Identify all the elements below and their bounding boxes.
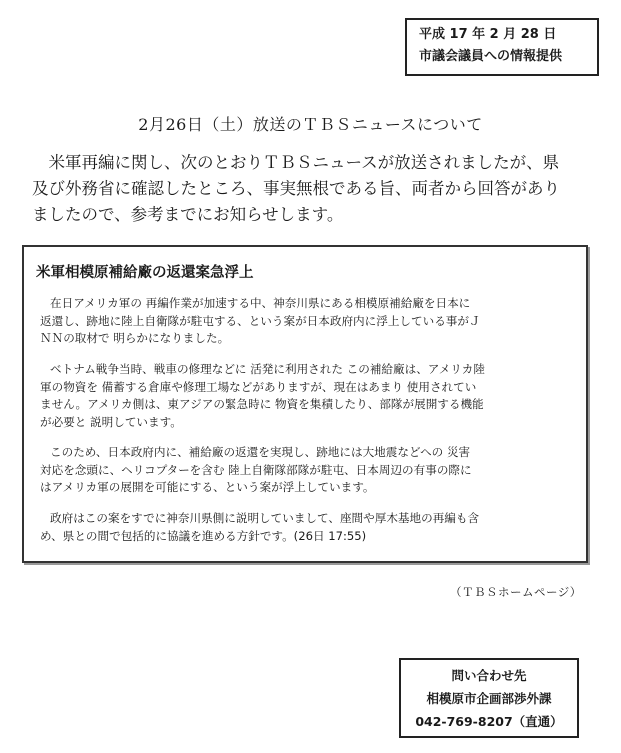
article-line: 在日アメリカ軍の 再編作業が加速する中、神奈川県にある相模原補給廠を日本に <box>50 296 471 310</box>
header-info-box <box>405 18 599 76</box>
article-line: はアメリカ軍の展開を可能にする、という案が浮上しています。 <box>40 480 375 494</box>
intro-text <box>32 150 612 228</box>
article-line: 政府はこの案をすでに神奈川県側に説明していまして、座間や厚木基地の再編も含 <box>50 511 480 525</box>
article-line: が必要と 説明しています。 <box>40 414 182 429</box>
article-line: め、県との間で包括的に協議を進める方針です。(26日 17:55) <box>40 528 367 543</box>
article-line: 軍の物資を 備蓄する倉庫や修理工場などがありますが、現在はあまり 使用されてい <box>40 379 477 394</box>
article-line: ＮＮの取材で 明らかになりました。 <box>40 331 230 345</box>
article-line: ません。アメリカ側は、東アジアの緊急時に 物資を集積したり、部隊が展開する機能 <box>40 397 484 411</box>
article-paragraph <box>40 295 580 348</box>
article-line: ベトナム戦争当時、戦車の修理などに 活発に利用された この補給廠は、アメリカ陸 <box>50 362 485 376</box>
header-label: 市議会議員への情報提供 <box>419 49 563 64</box>
page-title: 2月26日（土）放送のＴＢＳニュースについて <box>138 115 483 134</box>
intro-line: 米軍再編に関し、次のとおりＴＢＳニュースが放送されましたが、県 <box>48 153 560 172</box>
contact-box <box>399 658 579 738</box>
article-line: 対応を念頭に、ヘリコプターを含む 陸上自衛隊部隊が駐屯、日本周辺の有事の際に <box>40 462 472 477</box>
article-paragraph <box>40 361 580 431</box>
article-paragraph <box>40 444 580 497</box>
contact-phone: 042-769-8207（直通） <box>415 714 563 729</box>
header-date: 平成 17 年 2 月 28 日 <box>419 27 557 42</box>
intro-line: 及び外務省に確認したところ、事実無根である旨、両者から回答があり <box>32 179 560 198</box>
contact-label: 問い合わせ先 <box>451 668 527 683</box>
article-heading: 米軍相模原補給廠の返還案急浮上 <box>36 265 254 281</box>
article-line: 返還し、跡地に陸上自衛隊が駐屯する、という案が日本政府内に浮上している事がＪ <box>40 313 481 328</box>
news-article-box <box>22 245 588 563</box>
contact-department: 相模原市企画部渉外課 <box>426 691 552 706</box>
article-paragraph <box>40 510 580 545</box>
source-attribution: （ＴＢＳホームページ） <box>450 585 582 599</box>
intro-line: ましたので、参考までにお知らせします。 <box>32 205 344 224</box>
article-line: このため、日本政府内に、補給廠の返還を実現し、跡地には大地震などへの 災害 <box>50 445 471 459</box>
